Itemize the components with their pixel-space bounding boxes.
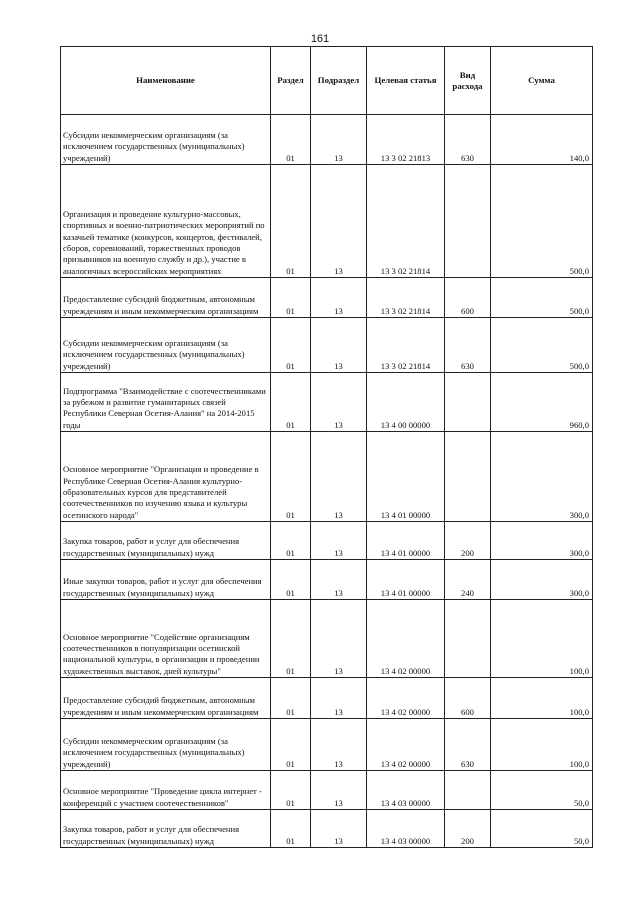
row-razdel: 01 (271, 318, 311, 373)
row-summa: 50,0 (491, 771, 593, 810)
row-razdel: 01 (271, 278, 311, 318)
row-statya: 13 4 00 00000 (367, 373, 445, 432)
table-row (61, 719, 593, 771)
row-name: Основное мероприятие "Содействие организациям соотечественников в популяризации осетинской национальной культуры, в организации и проведении художественных выставок, дней культуры" (61, 600, 271, 678)
header-vid: Вид расхода (445, 47, 491, 115)
table-row (61, 278, 593, 318)
row-podrazdel: 13 (311, 522, 367, 560)
row-name: Организация и проведение культурно-массовых, спортивных и военно-патриотических мероприятий по казачьей тематике (конкурсов, концертов, фестивалей, сборов, соревнований, торжественных проводов призывников на военную службу и др.), участие в аналогичных всероссийских мероприятиях (61, 165, 271, 278)
row-vid (445, 165, 491, 278)
row-podrazdel: 13 (311, 432, 367, 522)
row-razdel: 01 (271, 522, 311, 560)
row-razdel: 01 (271, 373, 311, 432)
row-name: Субсидии некоммерческим организациям (за исключением государственных (муниципальных) учреждений) (61, 115, 271, 165)
row-statya: 13 4 03 00000 (367, 810, 445, 848)
row-razdel: 01 (271, 600, 311, 678)
header-name: Наименование (61, 47, 271, 115)
row-vid: 200 (445, 522, 491, 560)
row-name: Предоставление субсидий бюджетным, автономным учреждениям и иным некоммерческим организациям (61, 278, 271, 318)
row-summa: 500,0 (491, 278, 593, 318)
row-podrazdel: 13 (311, 810, 367, 848)
table-row (61, 373, 593, 432)
row-podrazdel: 13 (311, 771, 367, 810)
row-statya: 13 4 03 00000 (367, 771, 445, 810)
row-vid (445, 600, 491, 678)
row-summa: 50,0 (491, 810, 593, 848)
row-name: Субсидии некоммерческим организациям (за исключением государственных (муниципальных) учреждений) (61, 318, 271, 373)
table-row (61, 165, 593, 278)
table-row (61, 560, 593, 600)
row-razdel: 01 (271, 432, 311, 522)
row-name: Субсидии некоммерческим организациям (за исключением государственных (муниципальных) учреждений) (61, 719, 271, 771)
row-vid: 240 (445, 560, 491, 600)
row-vid (445, 432, 491, 522)
header-razdel: Раздел (271, 47, 311, 115)
row-summa: 300,0 (491, 432, 593, 522)
row-name: Основное мероприятие "Организация и проведение в Республике Северная Осетия-Алания культурно-образовательных курсов для представителей соотечественников по изучению языка и культуры осетинского народа" (61, 432, 271, 522)
table-row (61, 522, 593, 560)
row-statya: 13 4 02 00000 (367, 600, 445, 678)
row-razdel: 01 (271, 115, 311, 165)
row-podrazdel: 13 (311, 278, 367, 318)
page-number: 161 (310, 33, 330, 45)
row-vid: 200 (445, 810, 491, 848)
table-row (61, 115, 593, 165)
row-statya: 13 4 02 00000 (367, 678, 445, 719)
row-summa: 300,0 (491, 522, 593, 560)
table-row (61, 318, 593, 373)
row-podrazdel: 13 (311, 318, 367, 373)
row-razdel: 01 (271, 165, 311, 278)
row-razdel: 01 (271, 810, 311, 848)
row-name: Подпрограмма "Взаимодействие с соотечественниками за рубежом и развитие гуманитарных связей Республики Северная Осетия-Алания" на 2014-2015 годы (61, 373, 271, 432)
row-razdel: 01 (271, 678, 311, 719)
row-vid (445, 373, 491, 432)
budget-table (60, 46, 593, 848)
row-statya: 13 3 02 21813 (367, 115, 445, 165)
row-razdel: 01 (271, 719, 311, 771)
row-summa: 100,0 (491, 678, 593, 719)
header-summa: Сумма (491, 47, 593, 115)
row-vid: 630 (445, 719, 491, 771)
table-row (61, 678, 593, 719)
table-row (61, 600, 593, 678)
row-name: Основное мероприятие "Проведение цикла интернет - конференций с участием соотечественников" (61, 771, 271, 810)
row-statya: 13 4 01 00000 (367, 522, 445, 560)
row-podrazdel: 13 (311, 719, 367, 771)
row-podrazdel: 13 (311, 678, 367, 719)
row-summa: 960,0 (491, 373, 593, 432)
row-vid: 600 (445, 678, 491, 719)
header-podrazdel: Подраздел (311, 47, 367, 115)
row-summa: 300,0 (491, 560, 593, 600)
row-name: Предоставление субсидий бюджетным, автономным учреждениям и иным некоммерческим организациям (61, 678, 271, 719)
row-summa: 100,0 (491, 600, 593, 678)
row-name: Закупка товаров, работ и услуг для обеспечения государственных (муниципальных) нужд (61, 810, 271, 848)
row-podrazdel: 13 (311, 165, 367, 278)
row-vid: 630 (445, 318, 491, 373)
row-statya: 13 3 02 21814 (367, 165, 445, 278)
row-statya: 13 4 01 00000 (367, 432, 445, 522)
row-razdel: 01 (271, 560, 311, 600)
row-summa: 140,0 (491, 115, 593, 165)
row-summa: 100,0 (491, 719, 593, 771)
row-statya: 13 3 02 21814 (367, 278, 445, 318)
table-row (61, 432, 593, 522)
table-row (61, 810, 593, 848)
row-name: Закупка товаров, работ и услуг для обеспечения государственных (муниципальных) нужд (61, 522, 271, 560)
row-podrazdel: 13 (311, 115, 367, 165)
table-row (61, 771, 593, 810)
row-vid: 600 (445, 278, 491, 318)
row-statya: 13 4 02 00000 (367, 719, 445, 771)
row-summa: 500,0 (491, 318, 593, 373)
table-header-row (61, 47, 593, 115)
row-statya: 13 3 02 21814 (367, 318, 445, 373)
row-podrazdel: 13 (311, 560, 367, 600)
row-podrazdel: 13 (311, 373, 367, 432)
row-statya: 13 4 01 00000 (367, 560, 445, 600)
header-statya: Целевая статья (367, 47, 445, 115)
row-summa: 500,0 (491, 165, 593, 278)
row-podrazdel: 13 (311, 600, 367, 678)
row-vid: 630 (445, 115, 491, 165)
row-name: Иные закупки товаров, работ и услуг для обеспечения государственных (муниципальных) нужд (61, 560, 271, 600)
row-vid (445, 771, 491, 810)
row-razdel: 01 (271, 771, 311, 810)
